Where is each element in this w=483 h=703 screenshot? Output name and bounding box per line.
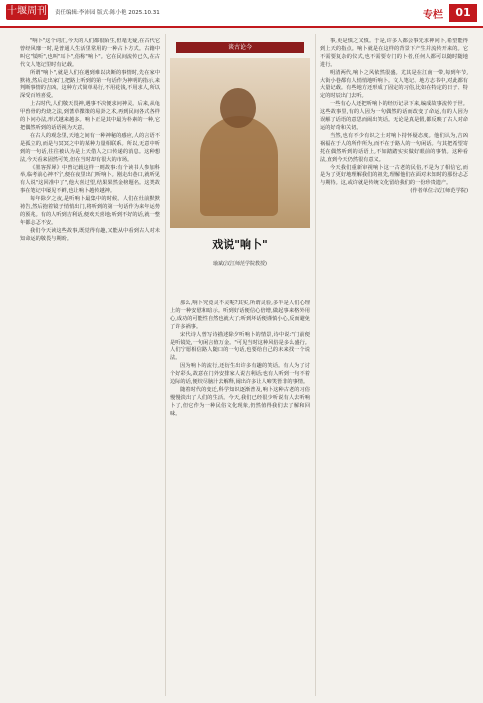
- paragraph: 今天我们重新审视响卜这一古老的民俗,不是为了相信它,而是为了更好地理解我们的祖先,理解他们在面对未知时的那份忐忑与期待。这,或许就是传统文化留给我们的一份珍贵遗产。: [320, 164, 468, 187]
- article-column-1: [20, 38, 160, 693]
- figure-body: [200, 116, 278, 216]
- paragraph: 随着时代的变迁,科学知识逐渐普及,响卜这种古老的习俗慢慢淡出了人们的生活。今天,我们已经很少听说有人去听响卜了,但它作为一种民俗文化现象,仍然值得我们去了解和回味。: [170, 386, 310, 417]
- masthead-logo: [6, 4, 48, 20]
- article-title: 戏说"响卜": [212, 238, 268, 251]
- paragraph: 因为响卜的流行,还衍生出许多有趣的笑话。有人为了讨个好彩头,故意在门外安排家人说吉利话;也有人听到一句不着边际的话,便绞尽脑汁去解释,闹出许多让人啼笑皆非的事情。: [170, 363, 310, 386]
- paragraph: 那么,响卜究竟灵不灵呢?其实,所谓灵验,多半是人们心理上的一种安慰和暗示。听到好话便信心倍增,做起事来格外用心,成功的可能性自然也就大了;听到坏话便谨慎小心,反而避免了许多祸事。: [170, 300, 310, 330]
- column-divider: [315, 34, 316, 696]
- masthead-logo-text: 十堰周刊: [7, 6, 47, 17]
- paragraph: 宋代诗人曾写诗描述除夕听响卜的情景,诗中说:"门前便是听镜处,一句闲言值万金。"可见当时这种风俗是多么盛行。人们宁愿相信路人随口的一句话,也要给自己的未来找一个说法。: [170, 331, 310, 362]
- paragraph: 我们今天读这些故事,既觉得有趣,又能从中看到古人对未知命运的敬畏与期盼。: [20, 227, 160, 242]
- figure-head: [220, 88, 256, 128]
- article-byline: 瑜斌(汉江师范学院教授): [213, 261, 267, 267]
- editor-meta: 责任编辑:李沛园 版式:陈小艳 2025.10.31: [55, 10, 160, 16]
- paragraph: 一些有心人还把听响卜的经历记录下来,编成故事流传于世。这些故事里,有的人因为一句偶然的话而改变了命运,有的人因为误解了话语的意思而闹出笑话。无论是真是假,都反映了古人对命运的好奇和关切。: [320, 101, 468, 131]
- paragraph: "响卜"这个词汇,今天的人们都很陌生,但毫无疑,在古代它曾经风靡一时,是普通人生活里常用的一种占卜方式。古籍中叫它"镜听",也叫"耳卜",俗称"响卜"。它在民间流传已久,在古代文人笔记里时有记载。: [20, 38, 160, 68]
- section-label: 专栏: [423, 10, 443, 21]
- paragraph: 所谓"响卜",就是人们在遇到难以决断的事情时,先在家中默祷,然后走出家门,把路上听到的第一句话作为神明的指示,来判断事情的吉凶。这种方式简单易行,不用花钱,不用求人,所以深受百姓喜爱。: [20, 69, 160, 100]
- paragraph: 明清两代,响卜之风依然很盛。尤其是在江南一带,每到年节,大街小巷都有人悄悄地听响卜。文人笔记、地方志书中,对此都有大量记载。有些地方还形成了固定的习俗,比如在特定的日子、特定的时辰出门去听。: [320, 69, 468, 100]
- footnote: (作者单位:汉江师范学院): [410, 188, 468, 195]
- article-banner: [170, 38, 310, 293]
- paragraph: 事,更是慎之又慎。于是,许多人都会事先求神问卜,希望能得到上天的指点。响卜就是在这样的背景下产生并流传开来的。它不需要复杂的仪式,也不需要专门的卜者,任何人都可以随时随地进行。: [320, 38, 468, 68]
- paragraph: 当然,也有不少有识之士对响卜持怀疑态度。他们认为,吉凶祸福在于人的所作所为,而不在于路人的一句闲话。与其把希望寄托在偶然听到的话语上,不如踏踏实实做好眼前的事情。这种看法,直到今天仍然很有意义。: [320, 132, 468, 163]
- category-label: 谈古论今: [176, 42, 304, 53]
- paragraph: 上古时代,人们敬天畏神,遇事不决便求问神灵。后来,从龟甲兽骨的灼烧之法,到蓍草揲策的易卦之术,再到民间各式各样的卜问办法,形式越来越多。响卜正是其中最为朴素的一种,它把偶然听到的话语视为天意。: [20, 101, 160, 131]
- article-column-3: [320, 38, 468, 693]
- page-number: 01: [449, 4, 477, 22]
- column-divider: [165, 34, 166, 696]
- article-column-2: [170, 300, 310, 693]
- paragraph: 在古人的观念里,天地之间有一种神秘的感应,人的言语不是孤立的,而是与冥冥之中的某种力量相联系。所以,无意中听到的一句话,往往被认为是上天借人之口传递的消息。这种想法,今天看来固然可笑,但在当时却有很大的市场。: [20, 132, 160, 163]
- paragraph: 《墨客挥犀》中曾记载这样一则故事:有个读书人参加科举,临考前心神不宁,便在夜里出门听响卜。刚走出巷口,就听见有人说"这回准中了",他大喜过望,结果果然金榜题名。这类故事在笔记中屡见不鲜,也让响卜越传越神。: [20, 164, 160, 195]
- page-header: [0, 0, 483, 28]
- illustration-image: [170, 58, 310, 228]
- paragraph: 每年除夕之夜,是听响卜最集中的时候。人们在灶前默默祷告,然后抱着镜子悄悄出门,将听到的第一句话作为来年运势的预兆。有的人听到吉利话,便欢天喜地;听到不好的话,就一整年都忐忑不安。: [20, 196, 160, 226]
